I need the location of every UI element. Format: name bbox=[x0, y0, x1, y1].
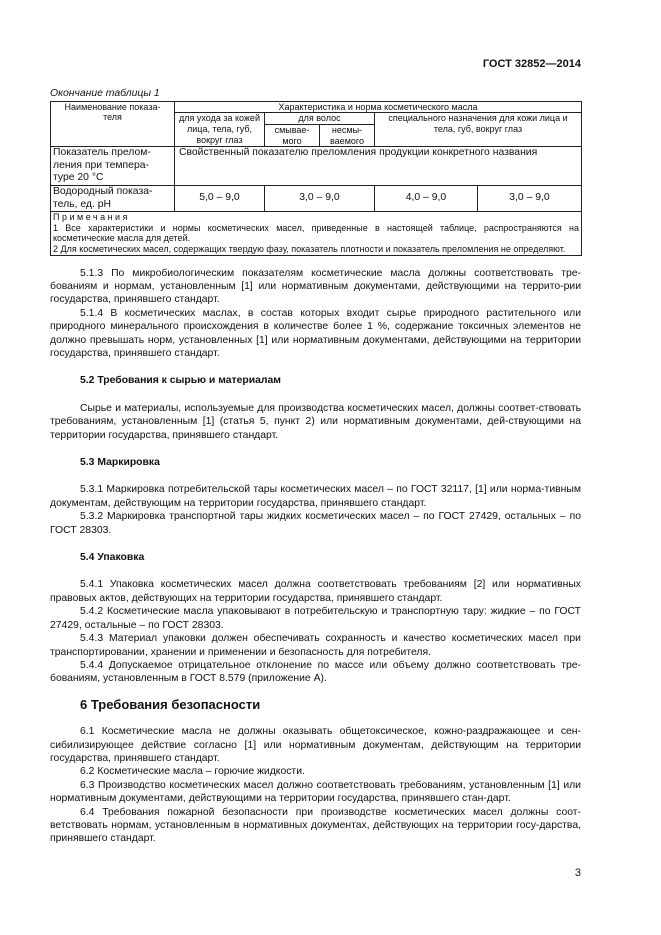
note-2: 2 Для косметических масел, содержащих твердую фазу, показатель плотности и показатель преломления не определяют. bbox=[53, 243, 566, 254]
para-5-3-2: 5.3.2 Маркировка транспортной тары жидких косметических масел – по ГОСТ 27429, остальных – по ГОСТ 28303. bbox=[50, 511, 581, 536]
table-row-refraction bbox=[51, 147, 582, 186]
para-6-1: 6.1 Косметические масла не должны оказывать общетоксическое, кожно-раздражающее и сен-сибилизирующее действие согласно [1] или нормативным документам, действующим на территории государства, принявшего стандарт. bbox=[50, 726, 581, 764]
para-5-4-1: 5.4.1 Упаковка косметических масел должна соответствовать требованиям [2] или нормативных правовых актов, действующих на территории государства, принявшего стандарт. bbox=[50, 579, 581, 604]
para-5-4-3: 5.4.3 Материал упаковки должен обеспечивать сохранность и качество косметических масел при транспортировании, хранении и применении и безопасность для потребителя. bbox=[50, 633, 581, 658]
para-6-2: 6.2 Косметические масла – горючие жидкости. bbox=[80, 766, 305, 778]
para-5-4-2: 5.4.2 Косметические масла упаковывают в потребительскую и транспортную тару: жидкие – по ГОСТ 27429, остальные – по ГОСТ 28303. bbox=[50, 606, 581, 631]
note-1: 1 Все характеристики и нормы косметических масел, приведенные в настоящей таблице, распространяются на косметические масла для детей. bbox=[53, 222, 579, 244]
ph-value-hair-rinse: 3,0 – 9,0 bbox=[265, 186, 375, 212]
table-notes bbox=[51, 212, 582, 255]
col-hair-header: для волос bbox=[265, 113, 375, 125]
para-5-1-4: 5.1.4 В косметических маслах, в состав которых входит сырье природного растительного или природного минерального происхождения в количестве более 1 %, содержание токсичных элементов не должно превышать норм, установленных [1] или нормативным документами, действующими на территории государства, принявшего стандарт. bbox=[50, 307, 581, 359]
body-text bbox=[50, 267, 581, 846]
para-5-4-4: 5.4.4 Допускаемое отрицательное отклонение по массе или объему должно соответствовать тре-бованиям, установленным в ГОСТ 8.579 (приложение А). bbox=[50, 659, 581, 685]
para-5-2: Сырье и материалы, используемые для производства косметических масел, должны соответ-ствовать требованиям, установленным [1] (статья 5, пункт 2) или нормативным документами, дей-ствующими на территории государства, принявшего стандарт. bbox=[50, 402, 581, 441]
page-number: 3 bbox=[574, 866, 581, 879]
section-5-3-title: 5.3 Маркировка bbox=[80, 457, 160, 469]
section-6-title: 6 Требования безопасности bbox=[80, 696, 261, 712]
section-5-2-title: 5.2 Требования к сырью и материалам bbox=[80, 375, 281, 387]
para-6-4: 6.4 Требования пожарной безопасности при производстве косметических масел должны соот-ветствовать нормам, установленным в нормативных документах, действующих на территории госу-дарства, принявшего стандарт. bbox=[50, 806, 581, 845]
gost-header: ГОСТ 32852—2014 bbox=[482, 58, 581, 70]
table-row-ph bbox=[51, 186, 582, 212]
refraction-label: Показатель прелом- ления при темпера- туре 20 °С bbox=[51, 147, 175, 186]
table-caption: Окончание таблицы 1 bbox=[50, 88, 160, 100]
col-special-header: специального назначения для кожи лица и тела, губ, вокруг глаз bbox=[375, 113, 582, 147]
ph-value-split-cell bbox=[375, 186, 582, 212]
para-5-3-1: 5.3.1 Маркировка потребительской тары косметических масел – по ГОСТ 32117, [1] или норма-тивным документам, действующим на территории государства, принявшего стандарт. bbox=[50, 484, 581, 509]
ph-value-skin: 5,0 – 9,0 bbox=[175, 186, 265, 212]
ph-label: Водородный показа- тель, ед. рН bbox=[51, 186, 175, 212]
spec-table bbox=[50, 101, 582, 256]
refraction-value: Свойственный показателю преломления продукции конкретного названия bbox=[175, 147, 582, 186]
section-5-4-title: 5.4 Упаковка bbox=[80, 552, 145, 564]
col-skin-header: для ухода за кожей лица, тела, губ, вокруг глаз bbox=[175, 113, 265, 147]
table-header-row-1 bbox=[51, 101, 582, 113]
notes-title: Примечания bbox=[53, 212, 130, 223]
col-hair-rinse-header: смывае- мого bbox=[265, 125, 320, 147]
para-5-1-3: 5.1.3 По микробиологическим показателям косметические масла должны соответствовать тре-бованиям и нормам, установленным [1] или нормативным документами, действующими на террито-рии государства, принявшего стандарт. bbox=[50, 267, 581, 306]
col-name-header: Наименование показа- теля bbox=[51, 101, 175, 146]
table-row-notes bbox=[51, 212, 582, 255]
para-6-3: 6.3 Производство косметических масел должно соответствовать требованиям, установленным [1] или нормативным документами, действующими на территории государства, принявшего стан-дарт. bbox=[50, 779, 581, 805]
ph-value-hair-norinse: 4,0 – 9,0 bbox=[375, 186, 478, 211]
col-hair-norinse-header: несмы- ваемого bbox=[320, 125, 375, 147]
col-group-header: Характеристика и норма косметического масла bbox=[175, 101, 582, 113]
ph-value-special: 3,0 – 9,0 bbox=[509, 192, 550, 204]
